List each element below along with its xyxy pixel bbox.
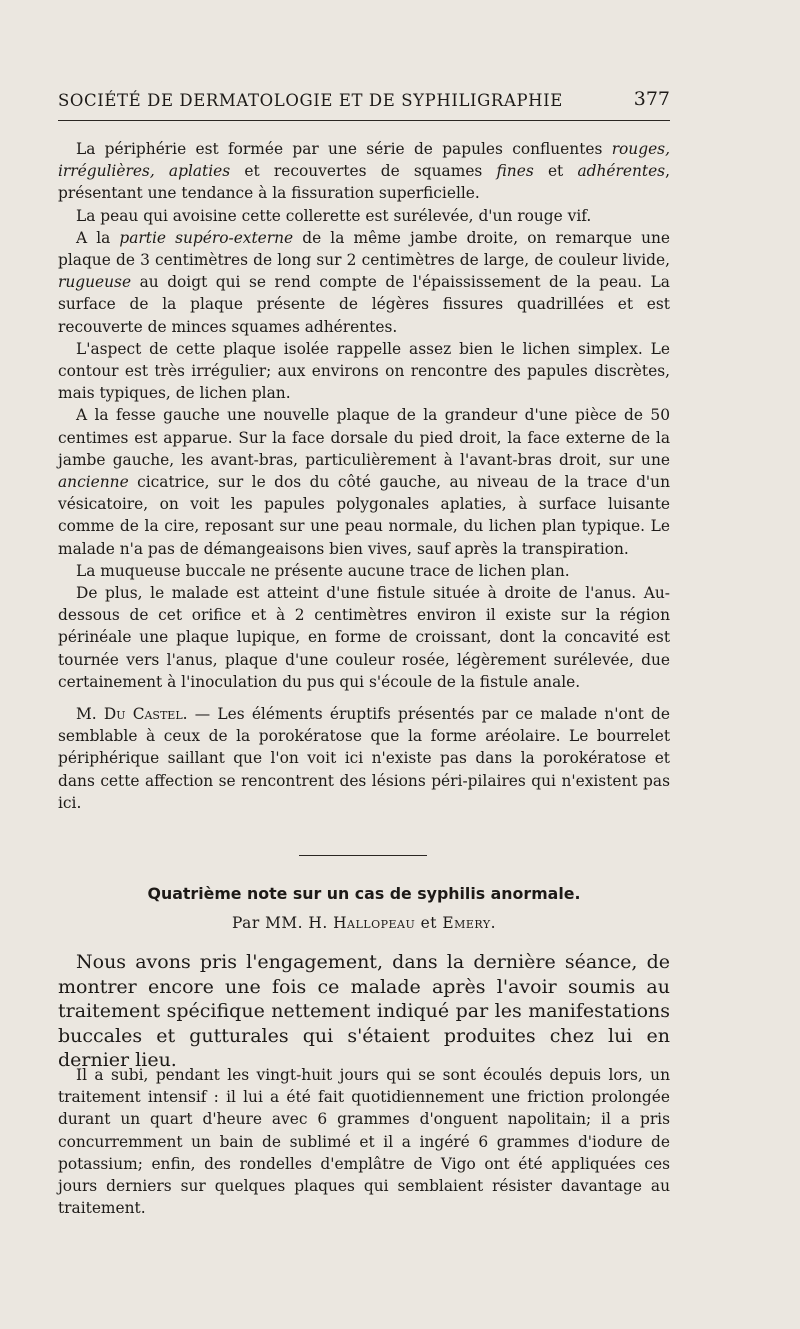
paragraph: La peau qui avoisine cette collerette est surélevée, d'un rouge vif. <box>76 206 592 225</box>
paragraph: Il a subi, pendant les vingt-huit jours qui se sont écoulés depuis lors, un traitement intensif : il lui a été fait quotidiennement une friction prolongée durant un quart d'heure avec 6 grammes d'onguent napolitain; il a pris concurremment un bain de sublimé et il a ingéré 6 grammes d'iodure de potassium; enfin, des rondelles d'emplâtre de Vigo ont été appliquées ces jours derniers sur quelques plaques qui semblaient résister davantage au traitement. <box>58 1066 670 1218</box>
section-authors: Par MM. H. Hallopeau et Emery. <box>232 914 496 932</box>
section-divider <box>299 855 427 856</box>
treatment-text <box>58 1064 670 1219</box>
section-title: Quatrième note sur un cas de syphilis anormale. <box>147 884 581 903</box>
paragraph: A la partie supéro-externe de la même jambe droite, on remarque une plaque de 3 centimètres de long sur 2 centimètres de large, de couleur livide, rugueuse au doigt qui se rend compte de l'épaississement de la peau. La surface de la plaque présente de légères fissures quadrillées et est recouverte de minces squames adhérentes. <box>58 228 671 336</box>
page-number: 377 <box>633 88 670 110</box>
header-rule <box>58 120 670 121</box>
discussion-paragraph: M. Du Castel. — Les éléments éruptifs présentés par ce malade n'ont de semblable à ceux de la porokératose que la forme aréolaire. Le bourrelet périphérique saillant que l'on voit ici n'existe pas dans la porokératose et dans cette affection se rencontrent des lésions péri-pilaires qui n'existent pas ici. <box>58 705 670 812</box>
paragraph: La muqueuse buccale ne présente aucune trace de lichen plan. <box>76 561 570 580</box>
running-title: SOCIÉTÉ DE DERMATOLOGIE ET DE SYPHILIGRAPHIE <box>58 91 563 110</box>
lead-text <box>58 950 670 1073</box>
paragraph: La périphérie est formée par une série de papules confluentes rouges, irrégulières, aplaties et recouvertes de squames fines et adhérentes, présentant une tendance à la fissuration superficielle. <box>58 140 670 203</box>
running-header <box>58 80 670 110</box>
paragraph: A la fesse gauche une nouvelle plaque de la grandeur d'une pièce de 50 centimes est apparue. Sur la face dorsale du pied droit, la face externe de la jambe gauche, les avant-bras, particulièrement à l'avant-bras droit, sur une ancienne cicatrice, sur le dos du côté gauche, au niveau de la trace d'un vésicatoire, on voit les papules polygonales aplaties, à surface luisante comme de la cire, reposant sur une peau normale, du lichen plan typique. Le malade n'a pas de démangeaisons bien vives, sauf après la transpiration. <box>58 406 670 558</box>
lead-paragraph: Nous avons pris l'engagement, dans la dernière séance, de montrer encore une fois ce malade après l'avoir soumis au traitement spécifique nettement indiqué par les manifestations buccales et gutturales qui s'étaient produites chez lui en dernier lieu. <box>58 951 670 1072</box>
paragraph: De plus, le malade est atteint d'une fistule située à droite de l'anus. Au-dessous de cet orifice et à 2 centimètres environ il existe sur la région périnéale une plaque lupique, en forme de croissant, dont la concavité est tournée vers l'anus, plaque d'une couleur rosée, légèrement surélevée, due certainement à l'inoculation du pus qui s'écoule de la fistule anale. <box>58 584 670 691</box>
speaker-name: M. Du Castel. <box>76 705 188 724</box>
paragraph: L'aspect de cette plaque isolée rappelle assez bien le lichen simplex. Le contour est très irrégulier; aux environs on rencontre des papules discrètes, mais typiques, de lichen plan. <box>58 339 670 403</box>
case-report-text <box>58 138 670 814</box>
